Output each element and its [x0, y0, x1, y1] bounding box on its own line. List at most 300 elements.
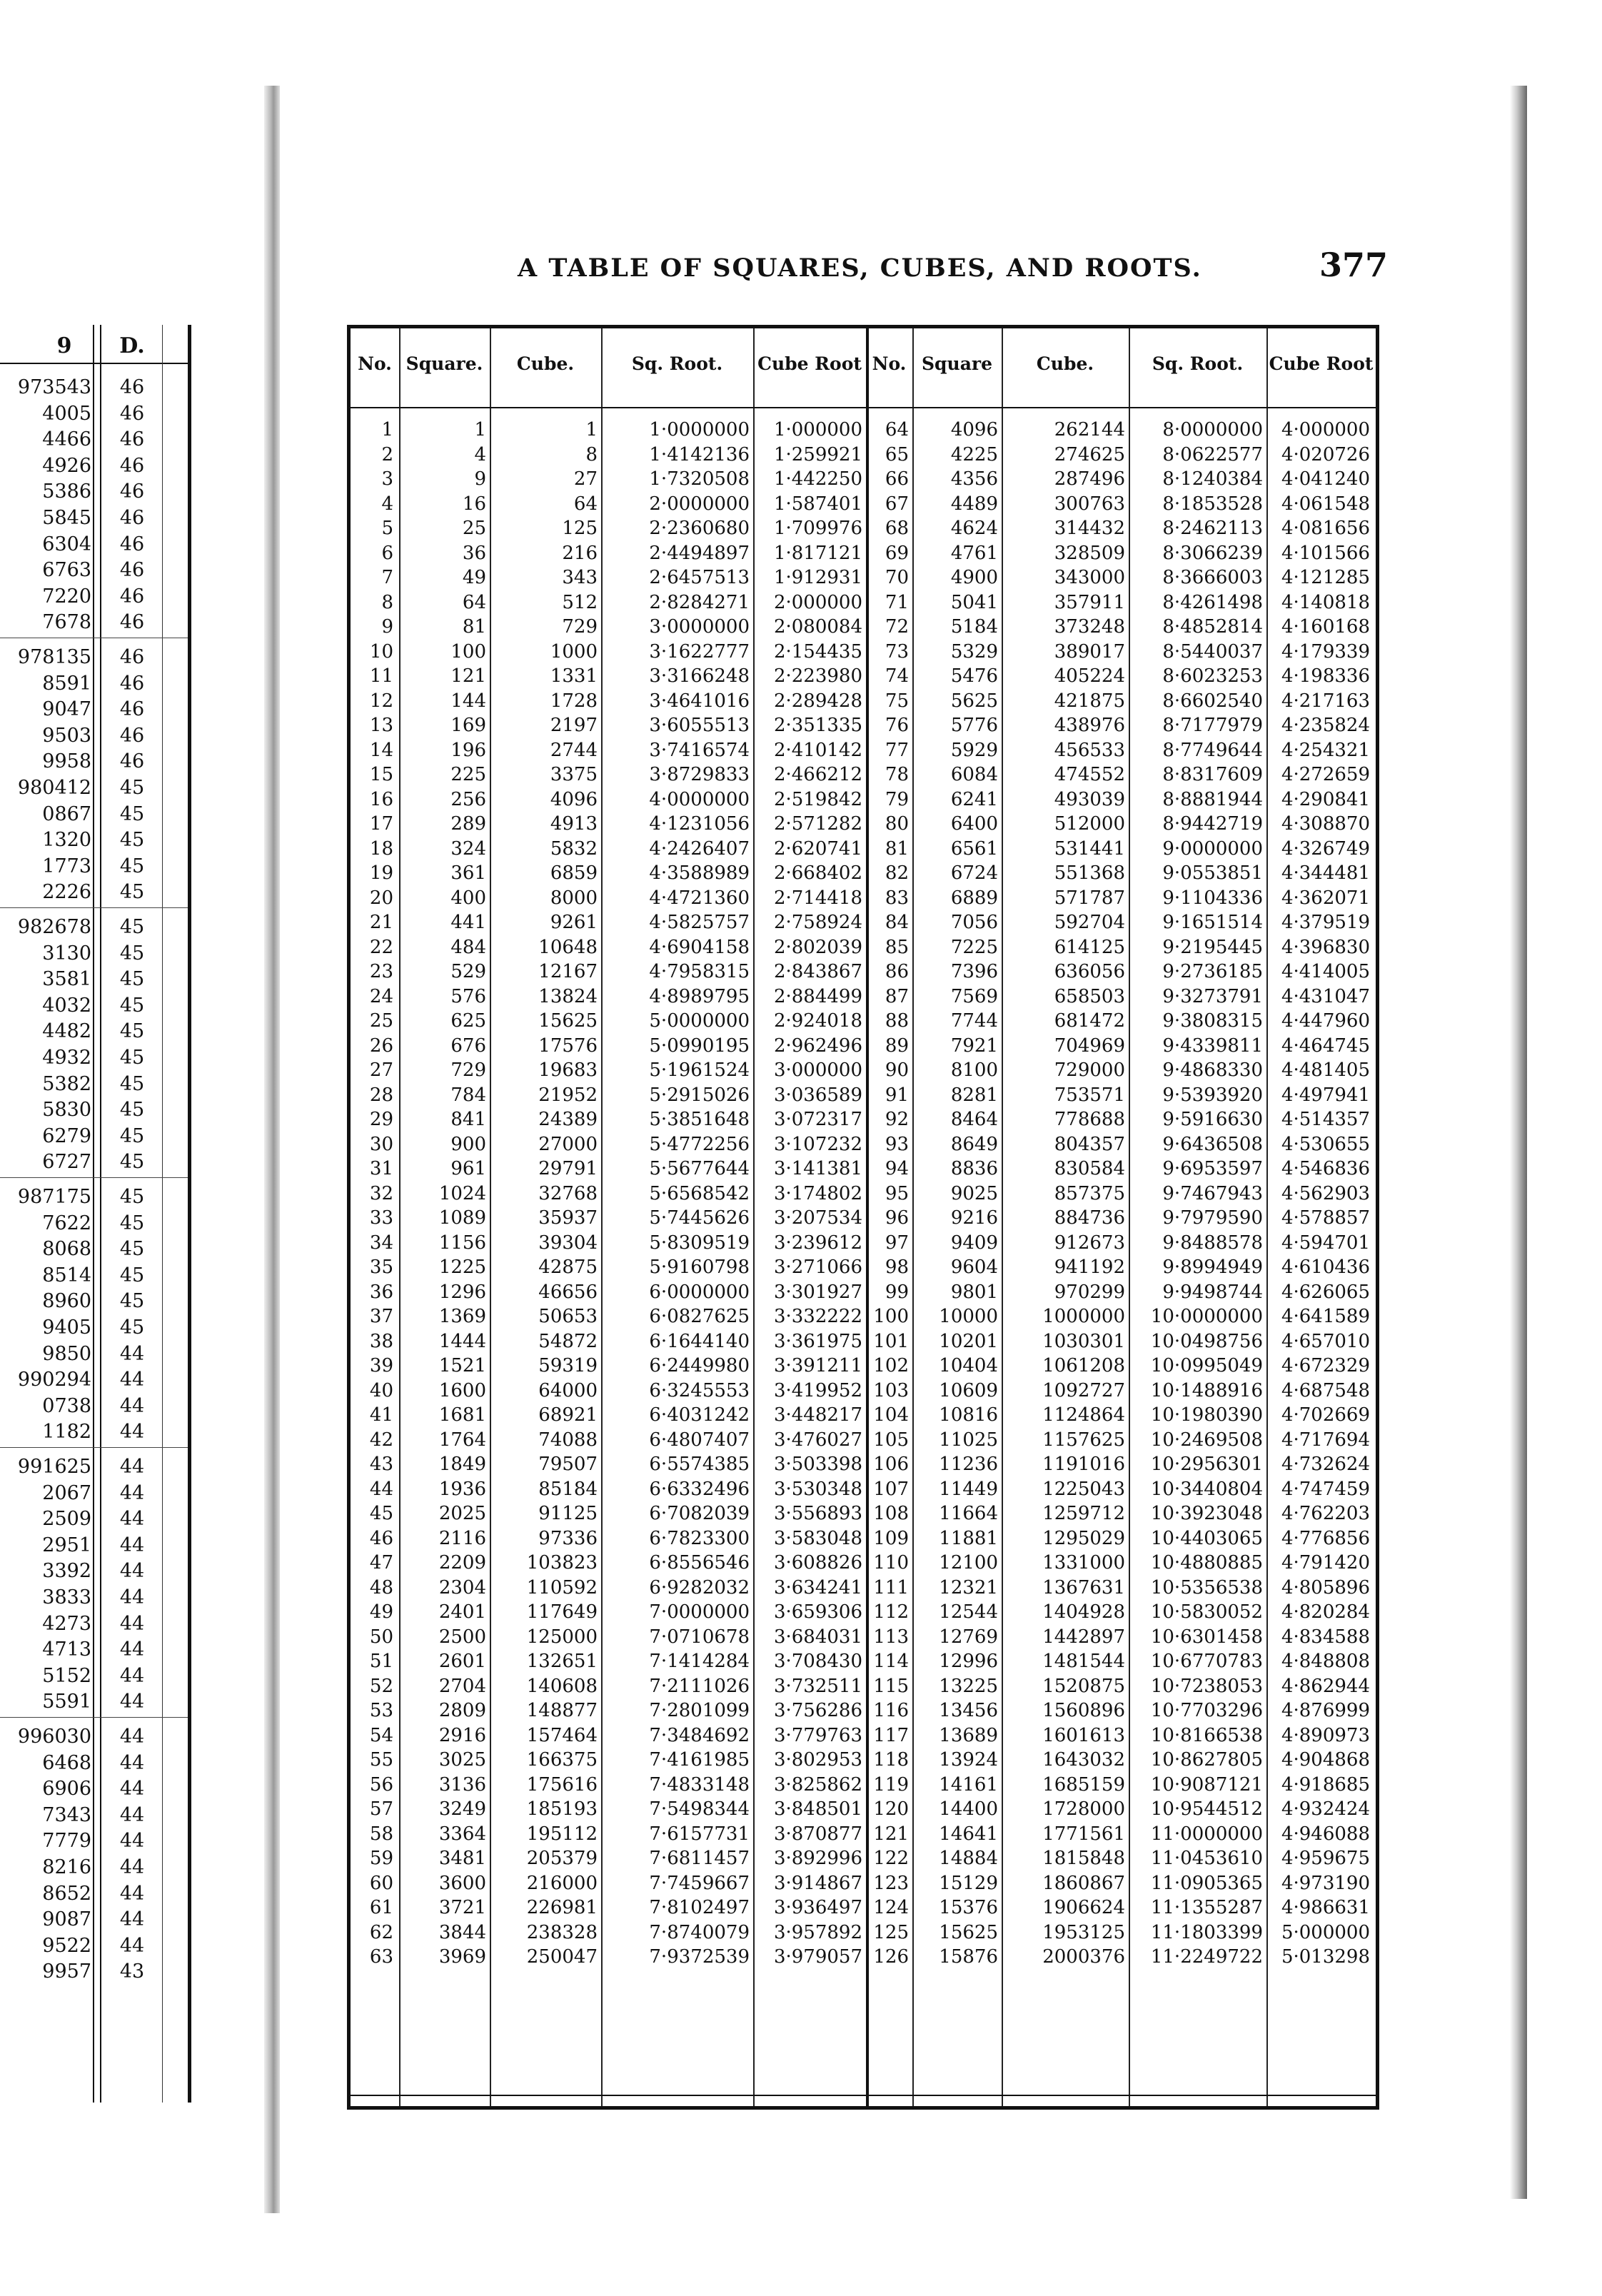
table-cell: 2·000000 — [773, 591, 862, 613]
table-cell: 1092727 — [1042, 1379, 1125, 1401]
table-cell: 4·121285 — [1281, 567, 1370, 588]
table-cell: 10·0498756 — [1150, 1330, 1263, 1352]
left-fragment-row — [0, 993, 188, 1019]
left-fragment-value: 9503 — [42, 724, 91, 747]
left-fragment-row — [0, 610, 188, 635]
table-cell: 55 — [369, 1749, 393, 1771]
table-cell: 8 — [381, 591, 393, 613]
left-fragment-row — [0, 505, 188, 531]
table-cell: 4489 — [950, 493, 998, 515]
table-cell: 8·7177979 — [1162, 715, 1263, 736]
table-cell: 9·1651514 — [1162, 912, 1263, 933]
left-fragment-value: 4273 — [42, 1612, 91, 1635]
left-fragment-difference: 46 — [119, 698, 145, 721]
table-cell: 2·8284271 — [649, 591, 750, 613]
left-page-fragment — [0, 325, 191, 2103]
table-cell: 4·497941 — [1281, 1084, 1370, 1106]
table-cell: 2744 — [550, 739, 598, 761]
left-fragment-value: 9850 — [42, 1342, 91, 1365]
table-row — [351, 960, 1376, 985]
left-fragment-row — [0, 375, 188, 401]
table-cell: 84 — [885, 912, 909, 933]
table-cell: 753571 — [1054, 1084, 1125, 1106]
left-fragment-difference: 46 — [119, 611, 145, 634]
table-cell: 118 — [873, 1749, 909, 1771]
left-fragment-value: 6304 — [42, 533, 91, 555]
left-fragment-value: 978135 — [17, 646, 91, 668]
left-fragment-row — [0, 427, 188, 453]
table-cell: 531441 — [1054, 837, 1125, 860]
left-fragment-value: 980412 — [17, 777, 91, 799]
left-fragment-row — [0, 1263, 188, 1289]
table-cell: 2·924018 — [773, 1010, 862, 1032]
left-fragment-difference: 43 — [119, 1960, 145, 1983]
table-cell: 10648 — [538, 936, 598, 958]
table-cell: 11·0453610 — [1150, 1848, 1263, 1869]
table-cell: 6·4031242 — [649, 1404, 750, 1426]
table-cell: 1521 — [438, 1355, 486, 1376]
left-fragment-value: 9958 — [42, 750, 91, 773]
left-fragment-value: 4032 — [42, 994, 91, 1017]
left-fragment-row — [0, 1072, 188, 1097]
table-cell: 47 — [369, 1552, 393, 1574]
table-cell: 11236 — [939, 1454, 998, 1475]
table-cell: 10·8627805 — [1150, 1749, 1263, 1771]
table-cell: 59 — [369, 1848, 393, 1869]
table-cell: 185193 — [526, 1798, 598, 1820]
left-fragment-row — [0, 1751, 188, 1776]
table-cell: 70 — [885, 567, 909, 588]
left-fragment-value: 2226 — [42, 881, 91, 904]
left-fragment-row — [0, 802, 188, 827]
header-no-2: No. — [872, 353, 907, 374]
table-cell: 1259712 — [1042, 1503, 1125, 1524]
header-cube-2: Cube. — [1036, 353, 1094, 374]
table-cell: 2704 — [438, 1675, 486, 1697]
table-cell: 3844 — [438, 1921, 486, 1943]
table-cell: 8·8317609 — [1162, 764, 1263, 785]
left-fragment-difference: 46 — [119, 480, 145, 503]
table-cell: 4·326749 — [1281, 837, 1370, 860]
table-cell: 13225 — [939, 1675, 998, 1697]
table-cell: 122 — [873, 1848, 909, 1869]
left-fragment-difference: 44 — [119, 1612, 145, 1635]
table-cell: 39304 — [538, 1232, 598, 1254]
left-fragment-difference: 44 — [119, 1908, 145, 1931]
table-cell: 1·709976 — [773, 518, 862, 539]
table-cell: 6·6332496 — [649, 1478, 750, 1500]
table-cell: 15 — [369, 764, 393, 785]
left-fragment-value: 5845 — [42, 507, 91, 529]
table-cell: 6·9282032 — [649, 1576, 750, 1598]
left-fragment-value: 3392 — [42, 1560, 91, 1583]
table-cell: 4·918685 — [1281, 1773, 1370, 1796]
table-row — [351, 1920, 1376, 1945]
left-fragment-row — [0, 532, 188, 558]
table-cell: 18 — [369, 837, 393, 860]
table-cell: 11664 — [939, 1503, 998, 1524]
left-fragment-difference: 45 — [119, 994, 145, 1017]
left-fragment-value: 4482 — [42, 1020, 91, 1043]
table-cell: 36 — [462, 542, 486, 564]
table-cell: 7569 — [950, 985, 998, 1007]
table-cell: 4·041240 — [1281, 468, 1370, 490]
table-cell: 9·2736185 — [1162, 961, 1263, 982]
table-row — [351, 1576, 1376, 1601]
table-cell: 43 — [369, 1454, 393, 1475]
table-cell: 7·0710678 — [649, 1626, 750, 1648]
table-cell: 1764 — [438, 1429, 486, 1451]
table-cell: 4·641589 — [1281, 1306, 1370, 1327]
table-cell: 196 — [450, 739, 486, 761]
table-cell: 26 — [369, 1034, 393, 1057]
table-cell: 2·154435 — [773, 640, 862, 663]
table-cell: 4·805896 — [1281, 1576, 1370, 1598]
table-cell: 1·7320508 — [649, 468, 750, 490]
table-cell: 7·1414284 — [649, 1651, 750, 1672]
table-row — [351, 443, 1376, 468]
table-cell: 729000 — [1054, 1059, 1125, 1081]
table-row — [351, 1132, 1376, 1157]
left-fragment-difference: 45 — [119, 1151, 145, 1174]
table-cell: 10·0995049 — [1150, 1355, 1263, 1376]
header-cube-root: Cube Root — [757, 353, 862, 374]
left-fragment-row — [0, 1611, 188, 1637]
table-cell: 438976 — [1054, 715, 1125, 736]
table-cell: 11·2249722 — [1150, 1946, 1263, 1968]
left-fragment-value: 4005 — [42, 402, 91, 425]
left-fragment-value: 8652 — [42, 1882, 91, 1905]
table-cell: 5·2915026 — [649, 1084, 750, 1106]
table-cell: 86 — [885, 961, 909, 982]
table-cell: 961 — [450, 1158, 486, 1179]
table-cell: 31 — [369, 1158, 393, 1179]
table-cell: 784 — [450, 1084, 486, 1106]
table-cell: 4·578857 — [1281, 1207, 1370, 1229]
table-cell: 2401 — [438, 1601, 486, 1623]
table-cell: 4·530655 — [1281, 1133, 1370, 1155]
table-cell: 3·556893 — [773, 1503, 862, 1524]
left-fragment-row — [0, 1881, 188, 1907]
table-cell: 1728000 — [1042, 1798, 1125, 1820]
table-cell: 3·503398 — [773, 1454, 862, 1475]
table-cell: 2·4494897 — [649, 542, 750, 564]
table-cell: 4·160168 — [1281, 616, 1370, 638]
table-cell: 3·107232 — [773, 1133, 862, 1155]
table-cell: 357911 — [1054, 591, 1125, 613]
table-cell: 6400 — [950, 813, 998, 835]
left-fragment-difference: 46 — [119, 454, 145, 477]
table-cell: 89 — [885, 1034, 909, 1057]
table-cell: 5·7445626 — [649, 1207, 750, 1229]
left-fragment-row — [0, 1341, 188, 1367]
left-fragment-difference: 46 — [119, 428, 145, 451]
table-cell: 3·3166248 — [649, 665, 750, 687]
table-cell: 49 — [369, 1601, 393, 1623]
table-cell: 3·979057 — [773, 1946, 862, 1968]
table-cell: 4·179339 — [1281, 640, 1370, 663]
table-cell: 7·4161985 — [649, 1749, 750, 1771]
table-cell: 79507 — [538, 1454, 598, 1475]
table-cell: 3·361975 — [773, 1330, 862, 1352]
table-cell: 287496 — [1054, 468, 1125, 490]
table-cell: 4·481405 — [1281, 1059, 1370, 1081]
table-cell: 10·5356538 — [1150, 1576, 1263, 1598]
table-cell: 125000 — [526, 1626, 598, 1648]
table-cell: 7·8102497 — [649, 1897, 750, 1918]
left-fragment-row — [0, 1828, 188, 1854]
table-cell: 8·5440037 — [1162, 640, 1263, 663]
table-cell: 4096 — [950, 419, 998, 440]
left-fragment-difference: 46 — [119, 533, 145, 555]
table-cell: 12996 — [939, 1651, 998, 1672]
table-cell: 7·2111026 — [649, 1675, 750, 1697]
table-cell: 3·391211 — [773, 1355, 862, 1376]
table-cell: 1191016 — [1042, 1454, 1125, 1475]
table-cell: 32768 — [538, 1182, 598, 1204]
left-fragment-row — [0, 827, 188, 853]
table-cell: 4·890973 — [1281, 1724, 1370, 1746]
table-row — [351, 1107, 1376, 1132]
table-cell: 1860867 — [1042, 1872, 1125, 1894]
table-cell: 2·2360680 — [649, 518, 750, 539]
table-cell: 4·081656 — [1281, 518, 1370, 539]
table-cell: 2·571282 — [773, 813, 862, 835]
table-cell: 5329 — [950, 640, 998, 663]
table-cell: 8·6602540 — [1162, 690, 1263, 712]
bottom-rule — [351, 2095, 1376, 2096]
left-fragment-row — [0, 1559, 188, 1584]
left-fragment-difference: 46 — [119, 402, 145, 425]
left-fragment-row — [0, 1803, 188, 1828]
table-row — [351, 1698, 1376, 1723]
table-cell: 11025 — [939, 1429, 998, 1451]
table-cell: 1225 — [438, 1257, 486, 1278]
left-fragment-row — [0, 1019, 188, 1044]
left-fragment-difference: 45 — [119, 1186, 145, 1208]
left-fragment-difference: 46 — [119, 559, 145, 582]
left-fragment-value: 2509 — [42, 1508, 91, 1531]
table-cell: 144 — [450, 690, 486, 712]
table-cell: 5832 — [550, 837, 598, 860]
table-row — [351, 1354, 1376, 1379]
table-cell: 99 — [885, 1281, 909, 1303]
table-cell: 4·904868 — [1281, 1749, 1370, 1771]
table-cell: 256 — [450, 788, 486, 810]
table-cell: 205379 — [526, 1848, 598, 1869]
table-cell: 4·290841 — [1281, 788, 1370, 810]
table-cell: 2500 — [438, 1626, 486, 1648]
left-fragment-value: 991625 — [17, 1456, 91, 1478]
table-cell: 7·4833148 — [649, 1773, 750, 1796]
table-cell: 11 — [369, 665, 393, 687]
table-cell: 1481544 — [1042, 1651, 1125, 1672]
table-cell: 6·5574385 — [649, 1454, 750, 1475]
table-cell: 4·217163 — [1281, 690, 1370, 712]
table-cell: 328509 — [1054, 542, 1125, 564]
left-fragment-row — [0, 697, 188, 722]
left-fragment-row — [0, 1124, 188, 1149]
left-fragment-value: 7220 — [42, 585, 91, 608]
table-cell: 10 — [369, 640, 393, 663]
table-cell: 54 — [369, 1724, 393, 1746]
table-cell: 61 — [369, 1897, 393, 1918]
table-cell: 4·061548 — [1281, 493, 1370, 515]
table-cell: 2·962496 — [773, 1034, 862, 1057]
table-cell: 4·000000 — [1281, 419, 1370, 440]
table-cell: 51 — [369, 1651, 393, 1672]
table-cell: 2916 — [438, 1724, 486, 1746]
table-row — [351, 1551, 1376, 1576]
left-fragment-value: 8216 — [42, 1856, 91, 1878]
left-fragment-row — [0, 915, 188, 940]
table-cell: 551368 — [1054, 862, 1125, 884]
table-cell: 7·7459667 — [649, 1872, 750, 1894]
table-cell: 2·410142 — [773, 739, 862, 761]
table-cell: 9261 — [550, 912, 598, 933]
left-fragment-value: 5152 — [42, 1664, 91, 1687]
table-cell: 9604 — [950, 1257, 998, 1278]
table-cell: 4·7958315 — [649, 961, 750, 982]
table-cell: 3·1622777 — [649, 640, 750, 663]
table-cell: 103823 — [526, 1552, 598, 1574]
table-cell: 4·254321 — [1281, 739, 1370, 761]
table-cell: 3136 — [438, 1773, 486, 1796]
table-row — [351, 1255, 1376, 1280]
table-cell: 10·4403065 — [1150, 1527, 1263, 1549]
table-cell: 22 — [369, 936, 393, 958]
left-fragment-difference: 46 — [119, 724, 145, 747]
left-fragment-row — [0, 671, 188, 697]
table-cell: 9·5393920 — [1162, 1084, 1263, 1106]
table-cell: 941192 — [1054, 1257, 1125, 1278]
left-fragment-value: 4932 — [42, 1047, 91, 1069]
table-cell: 3·732511 — [773, 1675, 862, 1697]
table-cell: 373248 — [1054, 616, 1125, 638]
left-fragment-value: 7343 — [42, 1803, 91, 1826]
table-cell: 79 — [885, 788, 909, 810]
table-cell: 64 — [885, 419, 909, 440]
table-cell: 3·708430 — [773, 1651, 862, 1672]
table-row — [351, 985, 1376, 1009]
table-cell: 6241 — [950, 788, 998, 810]
table-cell: 8·0000000 — [1162, 419, 1263, 440]
table-cell: 4·362071 — [1281, 887, 1370, 909]
table-cell: 34 — [369, 1232, 393, 1254]
table-cell: 10·3923048 — [1150, 1503, 1263, 1524]
table-cell: 9025 — [950, 1182, 998, 1204]
table-cell: 7·3484692 — [649, 1724, 750, 1746]
table-cell: 9·3273791 — [1162, 985, 1263, 1007]
left-fragment-difference: 44 — [119, 1456, 145, 1478]
table-cell: 289 — [450, 813, 486, 835]
table-row — [351, 1723, 1376, 1748]
header-square-2: Square — [922, 353, 992, 374]
table-row — [351, 1501, 1376, 1526]
table-cell: 4·140818 — [1281, 591, 1370, 613]
table-cell: 9·1104336 — [1162, 887, 1263, 909]
table-cell: 841 — [450, 1109, 486, 1130]
table-row — [351, 689, 1376, 714]
table-cell: 4·020726 — [1281, 443, 1370, 465]
table-row — [351, 1649, 1376, 1674]
left-header-9: 9 — [56, 333, 72, 358]
table-cell: 4·702669 — [1281, 1404, 1370, 1426]
table-cell: 2025 — [438, 1503, 486, 1524]
table-cell: 9·3808315 — [1162, 1010, 1263, 1032]
table-cell: 107 — [873, 1478, 909, 1500]
table-cell: 13456 — [939, 1700, 998, 1721]
left-fragment-row — [0, 1637, 188, 1663]
table-cell: 2·466212 — [773, 764, 862, 785]
table-cell: 1·0000000 — [649, 419, 750, 440]
table-cell: 9·0000000 — [1162, 837, 1263, 860]
left-fragment-row — [0, 558, 188, 583]
table-cell: 2116 — [438, 1527, 486, 1549]
table-cell: 704969 — [1054, 1034, 1125, 1057]
table-cell: 7·0000000 — [649, 1601, 750, 1623]
left-fragment-difference: 45 — [119, 1047, 145, 1069]
table-cell: 4·762203 — [1281, 1503, 1370, 1524]
left-fragment-value: 5830 — [42, 1099, 91, 1122]
left-fragment-value: 1320 — [42, 829, 91, 852]
table-cell: 42 — [369, 1429, 393, 1451]
table-cell: 5776 — [950, 715, 998, 736]
table-cell: 6·8556546 — [649, 1552, 750, 1574]
left-fragment-value: 996030 — [17, 1726, 91, 1748]
table-cell: 1000 — [550, 640, 598, 663]
table-cell: 2809 — [438, 1700, 486, 1721]
table-cell: 14400 — [939, 1798, 998, 1820]
table-cell: 4·308870 — [1281, 813, 1370, 835]
table-cell: 8·0622577 — [1162, 443, 1263, 465]
table-cell: 27 — [369, 1059, 393, 1081]
table-cell: 68 — [885, 518, 909, 539]
table-cell: 10·1488916 — [1150, 1379, 1263, 1401]
table-cell: 1367631 — [1042, 1576, 1125, 1598]
table-cell: 576 — [450, 985, 486, 1007]
table-cell: 64 — [573, 493, 598, 515]
table-cell: 56 — [369, 1773, 393, 1796]
left-fragment-difference: 45 — [119, 829, 145, 852]
table-cell: 8·4852814 — [1162, 616, 1263, 638]
table-cell: 5·3851648 — [649, 1109, 750, 1130]
left-fragment-row — [0, 1689, 188, 1715]
left-fragment-row — [0, 1097, 188, 1123]
left-fragment-row — [0, 1724, 188, 1750]
table-row — [351, 492, 1376, 517]
left-fragment-value: 1182 — [42, 1421, 91, 1444]
table-cell: 2·620741 — [773, 837, 862, 860]
table-cell: 778688 — [1054, 1109, 1125, 1130]
table-cell: 238328 — [526, 1921, 598, 1943]
table-cell: 8·8881944 — [1162, 788, 1263, 810]
table-cell: 11·0905365 — [1150, 1872, 1263, 1894]
table-cell: 39 — [369, 1355, 393, 1376]
table-cell: 8·3066239 — [1162, 542, 1263, 564]
table-cell: 262144 — [1054, 419, 1125, 440]
table-cell: 116 — [873, 1700, 909, 1721]
table-cell: 195112 — [526, 1823, 598, 1845]
left-fragment-value: 7622 — [42, 1212, 91, 1234]
table-cell: 4·431047 — [1281, 985, 1370, 1007]
left-fragment-difference: 46 — [119, 376, 145, 398]
left-fragment-row — [0, 1907, 188, 1933]
table-cell: 2·289428 — [773, 690, 862, 712]
table-cell: 85 — [885, 936, 909, 958]
table-cell: 169 — [450, 715, 486, 736]
table-cell: 4·986631 — [1281, 1897, 1370, 1918]
